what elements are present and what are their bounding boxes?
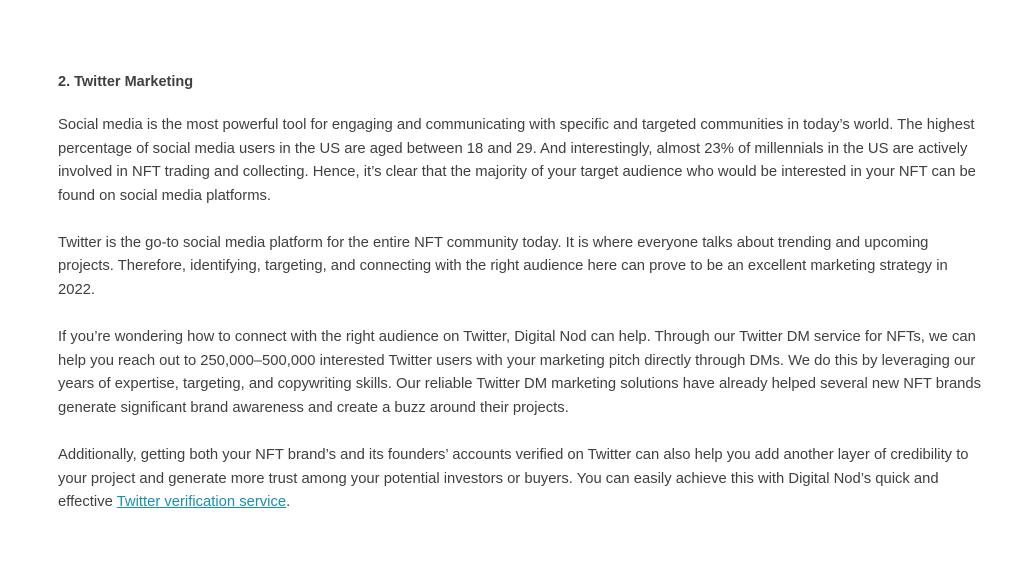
twitter-verification-link[interactable]: Twitter verification service [116, 494, 287, 511]
paragraph-digital-nod-dm: If you’re wondering how to connect with the right audience on Twitter, Digital Nod can help. Through our Twitter DM service for NFTs, we can help you reach out to 250,000–500,000 interested Twitter users with your marketing pitch directly through DMs. We do this by leveraging our years of expertise, targeting, and copywriting skills. Our reliable Twitter DM marketing solutions have already helped several new NFT brands generate significant brand awareness and create a buzz around their projects. [58, 329, 982, 416]
verification-text-end: . [286, 494, 291, 511]
verification-text: Additionally, getting both your NFT brand’s and its founders’ accounts verified on Twitter can also help you add another layer of credibility to your project and generate more trust among your potential investors or buyers. You can easily achieve this with Digital Nod’s quick and effective [58, 447, 969, 511]
paragraph-social-media: Social media is the most powerful tool for engaging and communicating with specific and targeted communities in today’s world. The highest percentage of social media users in the US are aged between 18 and 29. And interestingly, almost 23% of millennials in the US are actively involved in NFT trading and collecting. Hence, it’s clear that the majority of your target audience who would be interested in your NFT can be found on social media platforms. [58, 117, 976, 204]
section-heading: 2. Twitter Marketing [58, 74, 194, 90]
paragraph-verification [58, 444, 988, 515]
document-page [58, 72, 988, 538]
paragraph-twitter-platform: Twitter is the go-to social media platform for the entire NFT community today. It is where everyone talks about trending and upcoming projects. Therefore, identifying, targeting, and connecting with the right audience here can prove to be an excellent marketing strategy in 2022. [58, 234, 948, 299]
